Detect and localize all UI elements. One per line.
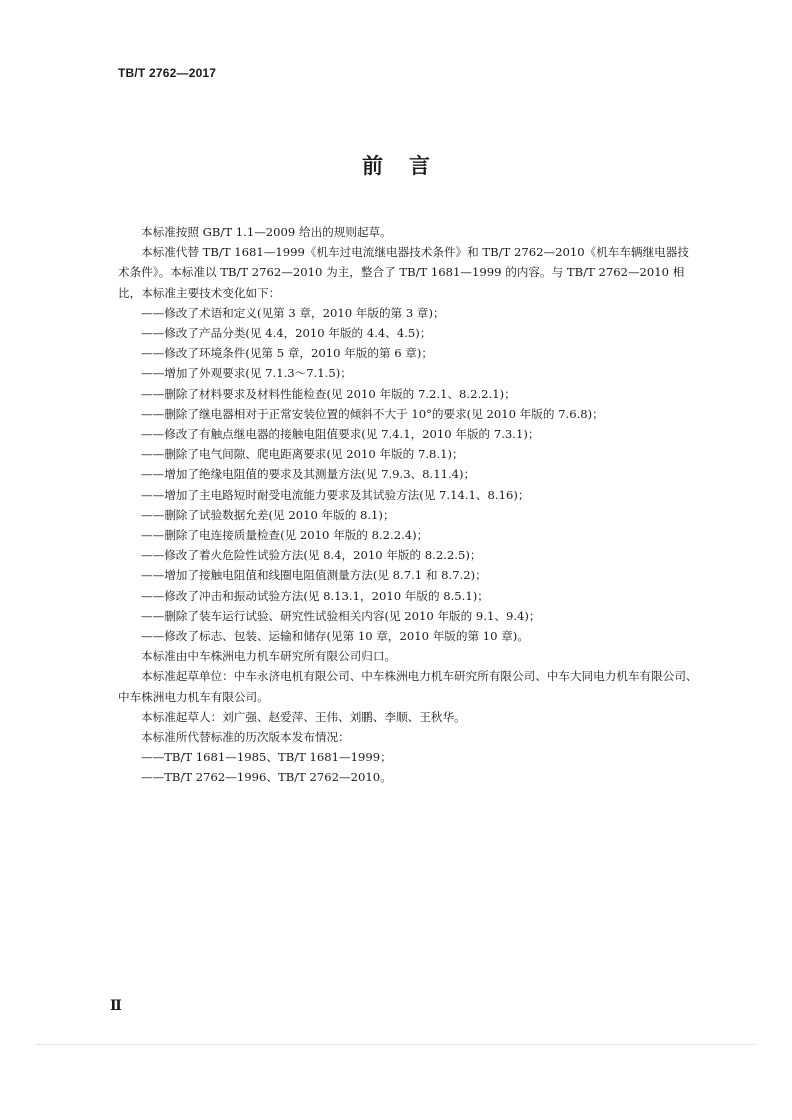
change-item: ——修改了术语和定义(见第 3 章，2010 年版的第 3 章)； bbox=[141, 305, 445, 320]
change-item: ——增加了接触电阻值和线圈电阻值测量方法(见 8.7.1 和 8.7.2)； bbox=[141, 568, 487, 583]
change-item: ——修改了着火危险性试验方法(见 8.4，2010 年版的 8.2.2.5)； bbox=[141, 548, 482, 563]
change-item: ——删除了电气间隙、爬电距离要求(见 2010 年版的 7.8.1)； bbox=[141, 447, 464, 462]
paragraph-drafting-units: 本标准起草单位：中车永济电机有限公司、中车株洲电力机车研究所有限公司、中车大同电力机车有限公司、中车株洲电力机车有限公司。 bbox=[118, 669, 698, 704]
change-item: ——删除了试验数据允差(见 2010 年版的 8.1)； bbox=[141, 507, 395, 522]
change-item: ——修改了标志、包装、运输和储存(见第 10 章，2010 年版的第 10 章)。 bbox=[141, 629, 529, 644]
change-item: ——删除了继电器相对于正常安装位置的倾斜不大于 10°的要求(见 2010 年版的 7.6.8)； bbox=[141, 406, 604, 421]
paragraph-drafting-rules: 本标准按照 GB/T 1.1—2009 给出的规则起草。 bbox=[141, 225, 392, 239]
change-item: ——修改了有触点继电器的接触电阻值要求(见 7.4.1，2010 年版的 7.3.1)； bbox=[141, 427, 540, 442]
change-item: ——修改了环境条件(见第 5 章，2010 年版的第 6 章)； bbox=[141, 346, 434, 361]
history-item: ——TB/T 1681—1985、TB/T 1681—1999； bbox=[141, 750, 392, 765]
paragraph-proposer: 本标准由中车株洲电力机车研究所有限公司归口。 bbox=[141, 649, 397, 664]
page-number: Ⅱ bbox=[110, 998, 122, 1014]
paragraph-replacement: 本标准代替 TB/T 1681—1999《机车过电流继电器技术条件》和 TB/T 2762—2010《机车车辆继电器技术条件》。本标准以 TB/T 2762—2010 为主，整合了 TB/T 1681—1999 的内容。与 TB/T 2762—2010 相比，本标准主要技术变化如下： bbox=[118, 245, 689, 300]
change-item: ——修改了产品分类(见 4.4，2010 年版的 4.4、4.5)； bbox=[141, 326, 432, 341]
change-item: ——删除了装车运行试验、研究性试验相关内容(见 2010 年版的 9.1、9.4)； bbox=[141, 608, 541, 623]
change-item: ——增加了主电路短时耐受电流能力要求及其试验方法(见 7.14.1、8.16)； bbox=[141, 487, 530, 502]
change-item: ——修改了冲击和振动试验方法(见 8.13.1，2010 年版的 8.5.1)； bbox=[141, 588, 489, 603]
change-item: ——删除了材料要求及材料性能检查(见 2010 年版的 7.2.1、8.2.2.1)； bbox=[141, 386, 516, 401]
paragraph-history-intro: 本标准所代替标准的历次版本发布情况： bbox=[141, 730, 350, 745]
foreword-body bbox=[118, 222, 698, 788]
change-item: ——删除了电连接质量检查(见 2010 年版的 8.2.2.4)； bbox=[141, 528, 429, 543]
standard-code: TB/T 2762—2017 bbox=[118, 66, 217, 80]
change-item: ——增加了绝缘电阻值的要求及其测量方法(见 7.9.3、8.11.4)； bbox=[141, 467, 476, 482]
page-bottom-divider bbox=[36, 1044, 756, 1045]
change-item: ——增加了外观要求(见 7.1.3～7.1.5)； bbox=[141, 366, 352, 381]
page-title: 前言 bbox=[362, 154, 456, 178]
history-item: ——TB/T 2762—1996、TB/T 2762—2010。 bbox=[141, 770, 392, 785]
paragraph-drafters: 本标准起草人：刘广强、赵爱萍、王伟、刘鹏、李顺、王秋华。 bbox=[141, 709, 466, 724]
